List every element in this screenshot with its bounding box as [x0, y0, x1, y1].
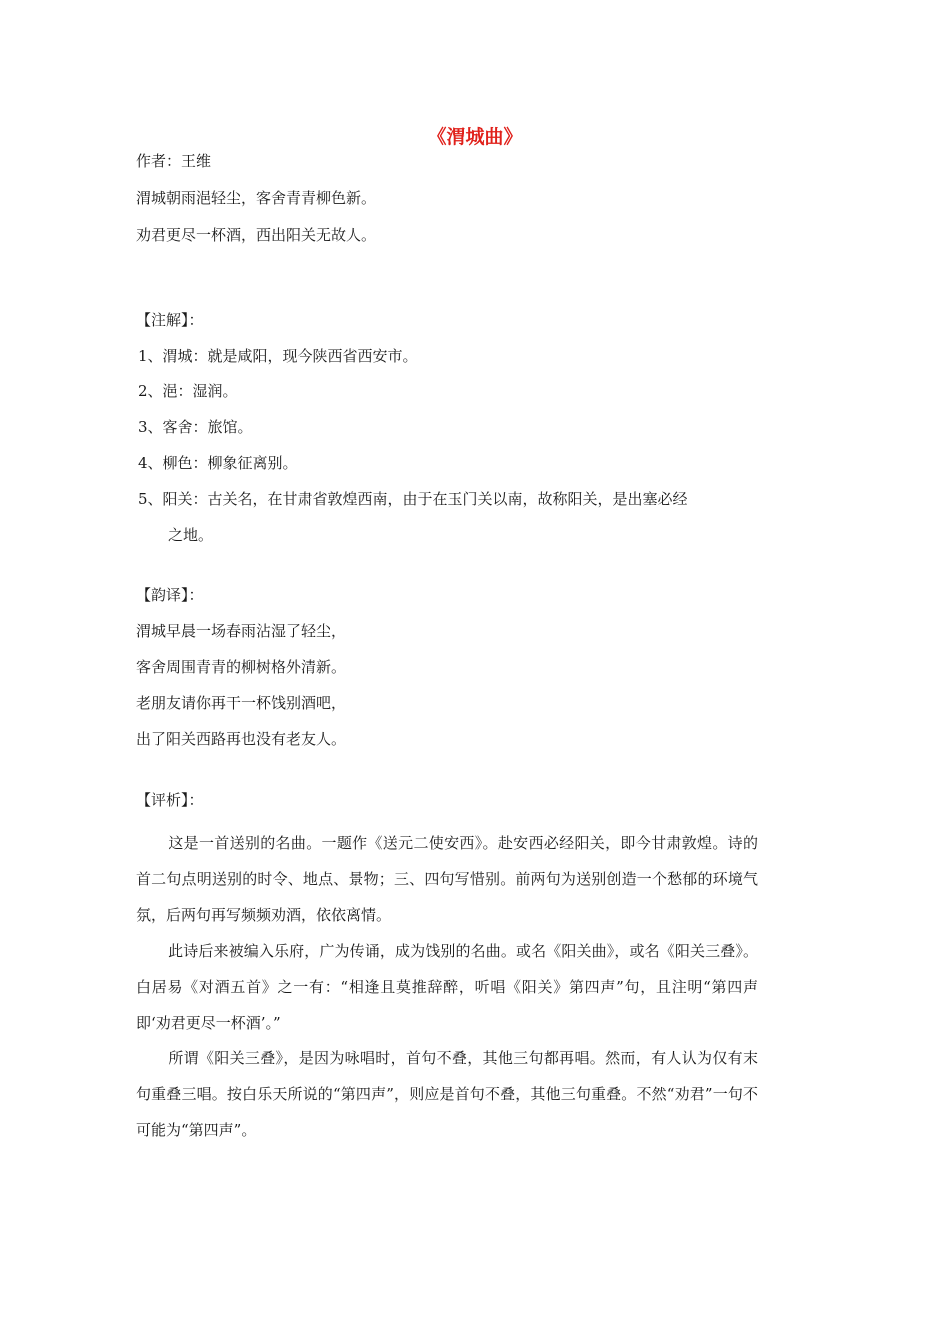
note-item-2: 2、浥：湿润。: [138, 382, 238, 400]
note-item-4: 4、柳色：柳象征离别。: [138, 454, 298, 472]
poem-line-1: 渭城朝雨浥轻尘，客舍青青柳色新。: [136, 189, 377, 207]
translation-line-3: 老朋友请你再干一杯饯别酒吧，: [136, 694, 347, 712]
note-item-1: 1、渭城：就是咸阳，现今陕西省西安市。: [138, 347, 418, 365]
note-item-5: 5、阳关：古关名，在甘肃省敦煌西南，由于在玉门关以南，故称阳关，是出塞必经: [138, 490, 688, 508]
commentary-paragraph-3: [136, 1040, 758, 1148]
commentary-paragraph-2: [136, 933, 758, 1041]
commentary-paragraph-3-text: 所谓《阳关三叠》，是因为咏唱时，首句不叠，其他三句都再唱。然而，有人认为仅有末句重叠三唱。按白乐天所说的“第四声”，则应是首句不叠，其他三句重叠。不然“劝君”一句不可能为“第四声”。: [136, 1049, 758, 1139]
translation-line-1: 渭城早晨一场春雨沾湿了轻尘，: [136, 622, 347, 640]
note-item-3: 3、客舍：旅馆。: [138, 418, 253, 436]
poem-line-2: 劝君更尽一杯酒，西出阳关无故人。: [136, 226, 377, 244]
commentary-paragraph-2-text: 此诗后来被编入乐府，广为传诵，成为饯别的名曲。或名《阳关曲》，或名《阳关三叠》。白居易《对酒五首》之一有：“相逢且莫推辞醉，听唱《阳关》第四声”句，且注明“第四声即‘劝君更尽一杯酒’。”: [136, 942, 758, 1032]
note-item-5-cont: 之地。: [168, 526, 214, 544]
translation-heading: 【韵译】：: [136, 586, 204, 604]
commentary-paragraph-1: [136, 825, 758, 933]
notes-heading: 【注解】：: [136, 311, 204, 329]
author-line: 作者：王维: [136, 152, 212, 170]
translation-line-2: 客舍周围青青的柳树格外清新。: [136, 658, 347, 676]
commentary-heading: 【评析】：: [136, 791, 204, 809]
translation-line-4: 出了阳关西路再也没有老友人。: [136, 730, 347, 748]
commentary-paragraph-1-text: 这是一首送别的名曲。一题作《送元二使安西》。赴安西必经阳关，即今甘肃敦煌。诗的首二句点明送别的时令、地点、景物；三、四句写惜别。前两句为送别创造一个愁郁的环境气氛，后两句再写频频劝酒，依依离情。: [136, 834, 758, 924]
page-title: 《渭城曲》: [427, 126, 523, 148]
